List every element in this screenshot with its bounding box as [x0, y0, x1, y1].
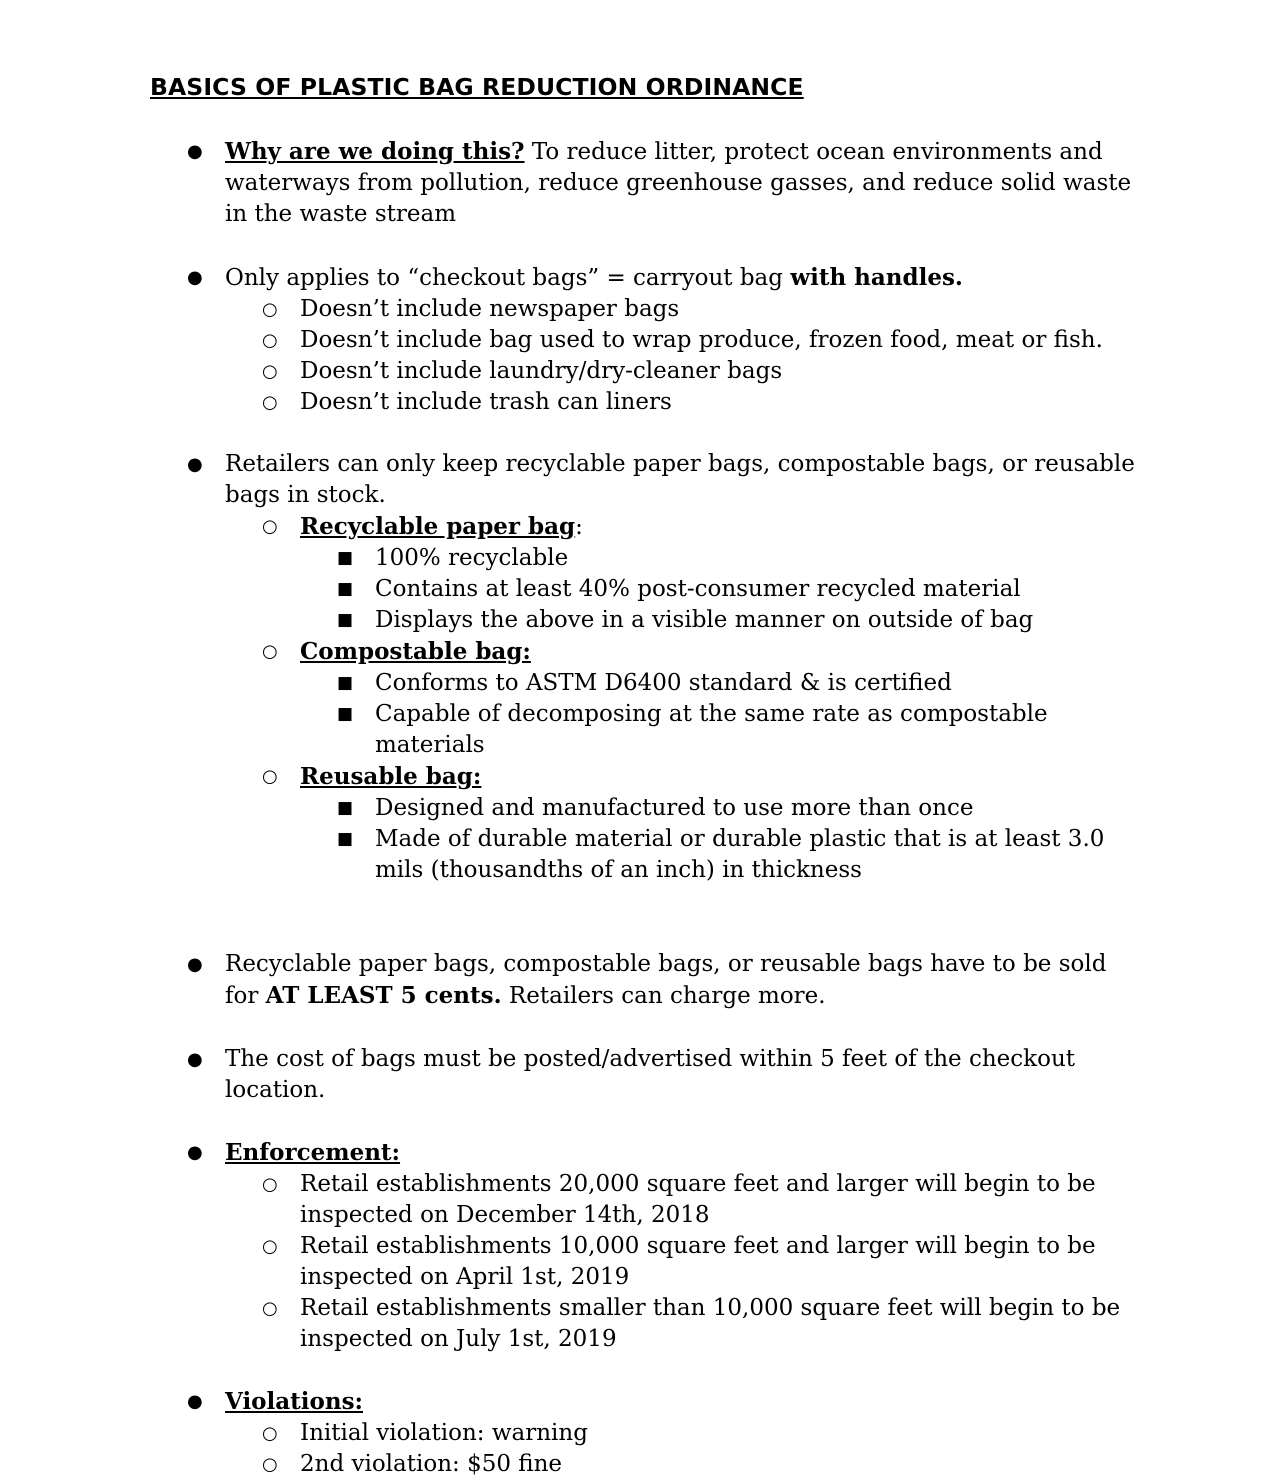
sub-bullet-marker: ○: [262, 641, 278, 662]
bag-type-label: Recyclable paper bag: [300, 513, 576, 540]
sub-bullet-marker: ○: [262, 1298, 278, 1319]
requirement-item: [337, 793, 1140, 824]
sub-bullet-marker: ○: [262, 766, 278, 787]
price-after: Retailers can charge more.: [501, 983, 826, 1009]
enforcement-text: Retail establishments 10,000 square feet and larger will begin to be inspected on April 1st, 2019: [300, 1233, 1096, 1290]
list-item-exclusion: [262, 325, 1140, 356]
enforcement-label: Enforcement:: [225, 1139, 401, 1166]
stock-text: Retailers can only keep recyclable paper bags, compostable bags, or reusable bags in stock.: [225, 451, 1135, 508]
bag-type-recyclable: [262, 511, 1140, 543]
enforcement-item: [262, 1293, 1140, 1355]
sub-bullet-marker: ○: [262, 361, 278, 382]
sub-bullet-marker: ○: [262, 392, 278, 413]
sub-bullet-marker: ○: [262, 299, 278, 320]
posting-text: The cost of bags must be posted/advertised within 5 feet of the checkout location.: [225, 1046, 1076, 1103]
sub-bullet-marker: ○: [262, 1236, 278, 1257]
document-page: [150, 70, 1140, 1480]
square-bullet-marker: ■: [337, 704, 354, 724]
bag-type-suffix: :: [575, 514, 583, 540]
applies-text: Only applies to “checkout bags” = carryout bag: [225, 265, 791, 291]
requirement-text: Made of durable material or durable plastic that is at least 3.0 mils (thousandths of an inch) in thickness: [375, 826, 1105, 883]
square-bullet-marker: ■: [337, 579, 354, 599]
exclusion-text: Doesn’t include laundry/dry-cleaner bags: [300, 358, 783, 384]
requirement-item: [337, 668, 1140, 699]
sub-bullet-marker: ○: [262, 1174, 278, 1195]
requirement-item: [337, 543, 1140, 574]
enforcement-item: [262, 1231, 1140, 1293]
bullet-violations: [187, 1386, 1140, 1418]
violation-item: [262, 1418, 1140, 1449]
bag-type-compostable: [262, 636, 1140, 668]
bullet-marker: ●: [187, 1391, 203, 1412]
sub-bullet-marker: ○: [262, 516, 278, 537]
sub-bullet-marker: ○: [262, 330, 278, 351]
sub-bullet-marker: ○: [262, 1423, 278, 1444]
exclusion-text: Doesn’t include bag used to wrap produce, frozen food, meat or fish.: [300, 327, 1103, 353]
bullet-marker: ●: [187, 141, 203, 162]
price-bold: AT LEAST 5 cents.: [265, 982, 502, 1009]
list-item-exclusion: [262, 356, 1140, 387]
requirement-text: Capable of decomposing at the same rate as compostable materials: [375, 701, 1048, 758]
bullet-marker: ●: [187, 454, 203, 475]
square-bullet-marker: ■: [337, 798, 354, 818]
bullet-why: [187, 136, 1140, 230]
violations-label: Violations:: [225, 1388, 364, 1415]
exclusion-text: Doesn’t include newspaper bags: [300, 296, 680, 322]
page-title: BASICS OF PLASTIC BAG REDUCTION ORDINANCE: [150, 73, 804, 101]
list-item-exclusion: [262, 294, 1140, 325]
list-item-exclusion: [262, 387, 1140, 418]
requirement-text: 100% recyclable: [375, 545, 569, 571]
square-bullet-marker: ■: [337, 610, 354, 630]
price-text: Recyclable paper bags, compostable bags, or reusable bags have to be sold for: [225, 951, 1107, 1009]
requirement-item: [337, 605, 1140, 636]
requirement-item: [337, 574, 1140, 605]
enforcement-text: Retail establishments 20,000 square feet and larger will begin to be inspected on December 14th, 2018: [300, 1171, 1096, 1228]
requirement-text: Contains at least 40% post-consumer recycled material: [375, 576, 1021, 602]
requirement-text: Designed and manufactured to use more than once: [375, 795, 974, 821]
violation-text: 2nd violation: $50 fine: [300, 1451, 563, 1477]
bullet-marker: ●: [187, 1142, 203, 1163]
sub-bullet-marker: ○: [262, 1454, 278, 1475]
requirement-item: [337, 824, 1140, 886]
why-label: Why are we doing this?: [225, 138, 525, 165]
enforcement-item: [262, 1169, 1140, 1231]
bullet-posting: [187, 1044, 1140, 1106]
requirement-text: Displays the above in a visible manner on outside of bag: [375, 607, 1034, 633]
enforcement-text: Retail establishments smaller than 10,000 square feet will begin to be inspected on July 1st, 2019: [300, 1295, 1121, 1352]
bullet-applies: [187, 262, 1140, 294]
requirement-item: [337, 699, 1140, 761]
square-bullet-marker: ■: [337, 673, 354, 693]
requirement-text: Conforms to ASTM D6400 standard & is certified: [375, 670, 952, 696]
violation-item: [262, 1449, 1140, 1480]
bullet-marker: ●: [187, 267, 203, 288]
violation-text: Initial violation: warning: [300, 1420, 588, 1446]
bullet-price: [187, 949, 1140, 1012]
bag-type-label: Reusable bag:: [300, 763, 482, 790]
exclusion-text: Doesn’t include trash can liners: [300, 389, 672, 415]
bullet-stock: [187, 449, 1140, 511]
bag-type-label: Compostable bag:: [300, 638, 531, 665]
square-bullet-marker: ■: [337, 548, 354, 568]
bullet-enforcement: [187, 1137, 1140, 1169]
bag-type-reusable: [262, 761, 1140, 793]
bullet-marker: ●: [187, 1049, 203, 1070]
square-bullet-marker: ■: [337, 829, 354, 849]
bullet-marker: ●: [187, 954, 203, 975]
applies-bold: with handles.: [790, 264, 963, 291]
why-text: To reduce litter, protect ocean environments and waterways from pollution, reduce greenhouse gasses, and reduce solid waste in the waste stream: [225, 139, 1132, 227]
